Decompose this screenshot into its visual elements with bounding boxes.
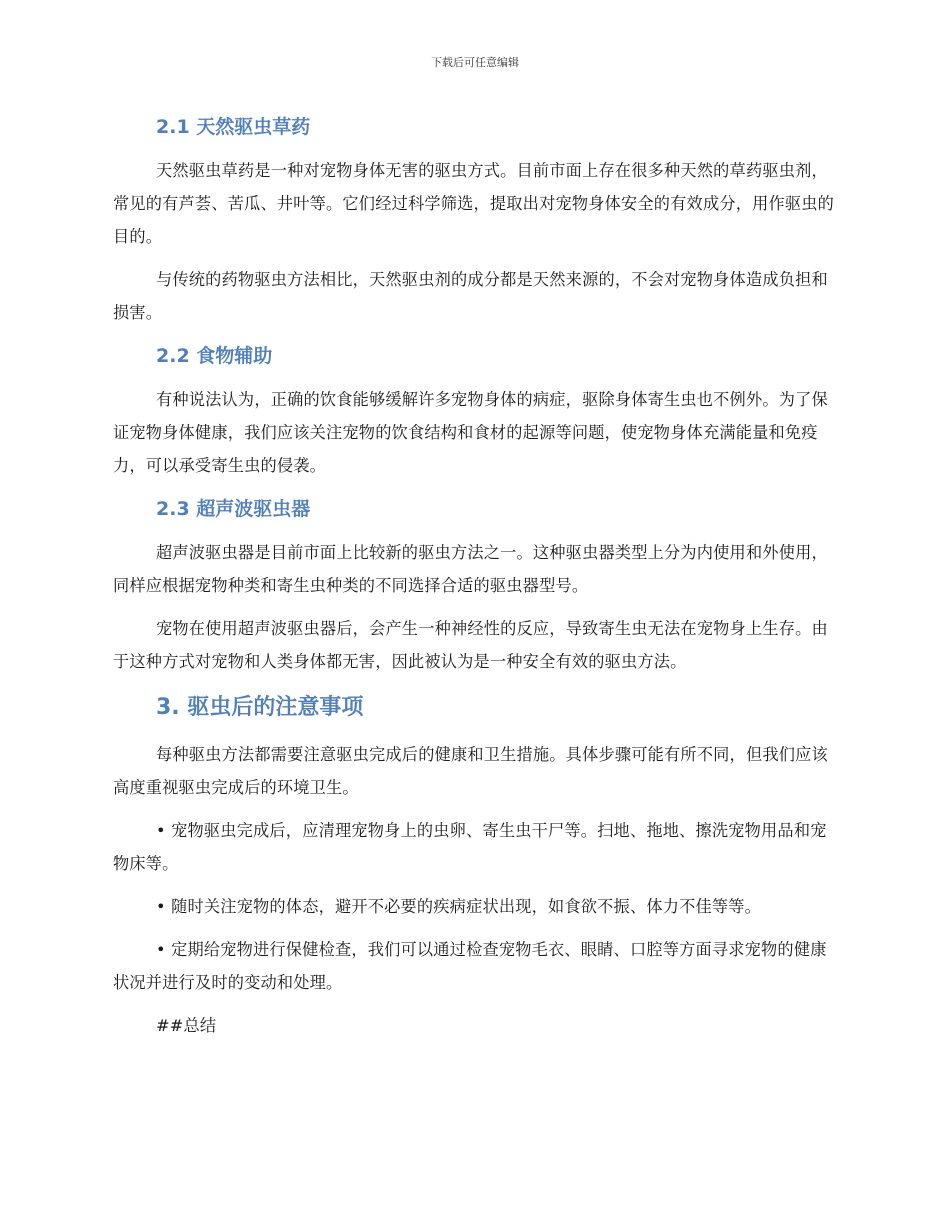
paragraph-2-3-a: 超声波驱虫器是目前市面上比较新的驱虫方法之一。这种驱虫器类型上分为内使用和外使用，同样应根据宠物种类和寄生虫种类的不同选择合适的驱虫器型号。 bbox=[113, 543, 828, 595]
document-body bbox=[113, 108, 840, 1042]
bullet-item-1: • 宠物驱虫完成后，应清理宠物身上的虫卵、寄生虫干尸等。扫地、拖地、擦洗宠物用品和宠物床等。 bbox=[113, 821, 827, 873]
heading-2-3: 2.3 超声波驱虫器 bbox=[156, 498, 311, 520]
paragraph-2-2-a: 有种说法认为，正确的饮食能够缓解许多宠物身体的病症，驱除身体寄生虫也不例外。为了保证宠物身体健康，我们应该关注宠物的饮食结构和食材的起源等问题，使宠物身体充满能量和免疫力，可以承受寄生虫的侵袭。 bbox=[113, 390, 828, 475]
summary-heading: ##总结 bbox=[156, 1016, 217, 1035]
page-header: 下载后可任意编辑 bbox=[431, 56, 519, 69]
heading-2-2: 2.2 食物辅助 bbox=[156, 345, 273, 367]
bullet-item-3: • 定期给宠物进行保健检查，我们可以通过检查宠物毛衣、眼睛、口腔等方面寻求宠物的健康状况并进行及时的变动和处理。 bbox=[113, 940, 827, 992]
heading-3: 3. 驱虫后的注意事项 bbox=[156, 695, 364, 720]
heading-2-1: 2.1 天然驱虫草药 bbox=[156, 116, 311, 138]
paragraph-2-1-a: 天然驱虫草药是一种对宠物身体无害的驱虫方式。目前市面上存在很多种天然的草药驱虫剂，常见的有芦荟、苦瓜、井叶等。它们经过科学筛选，提取出对宠物身体安全的有效成分，用作驱虫的目的。 bbox=[113, 161, 835, 246]
bullet-item-2: • 随时关注宠物的体态，避开不必要的疾病症状出现，如食欲不振、体力不佳等等。 bbox=[156, 897, 762, 916]
paragraph-3-intro: 每种驱虫方法都需要注意驱虫完成后的健康和卫生措施。具体步骤可能有所不同，但我们应该高度重视驱虫完成后的环境卫生。 bbox=[113, 745, 828, 797]
paragraph-2-3-b: 宠物在使用超声波驱虫器后，会产生一种神经性的反应，导致寄生虫无法在宠物身上生存。由于这种方式对宠物和人类身体都无害，因此被认为是一种安全有效的驱虫方法。 bbox=[113, 619, 828, 671]
paragraph-2-1-b: 与传统的药物驱虫方法相比，天然驱虫剂的成分都是天然来源的，不会对宠物身体造成负担和损害。 bbox=[113, 270, 828, 322]
